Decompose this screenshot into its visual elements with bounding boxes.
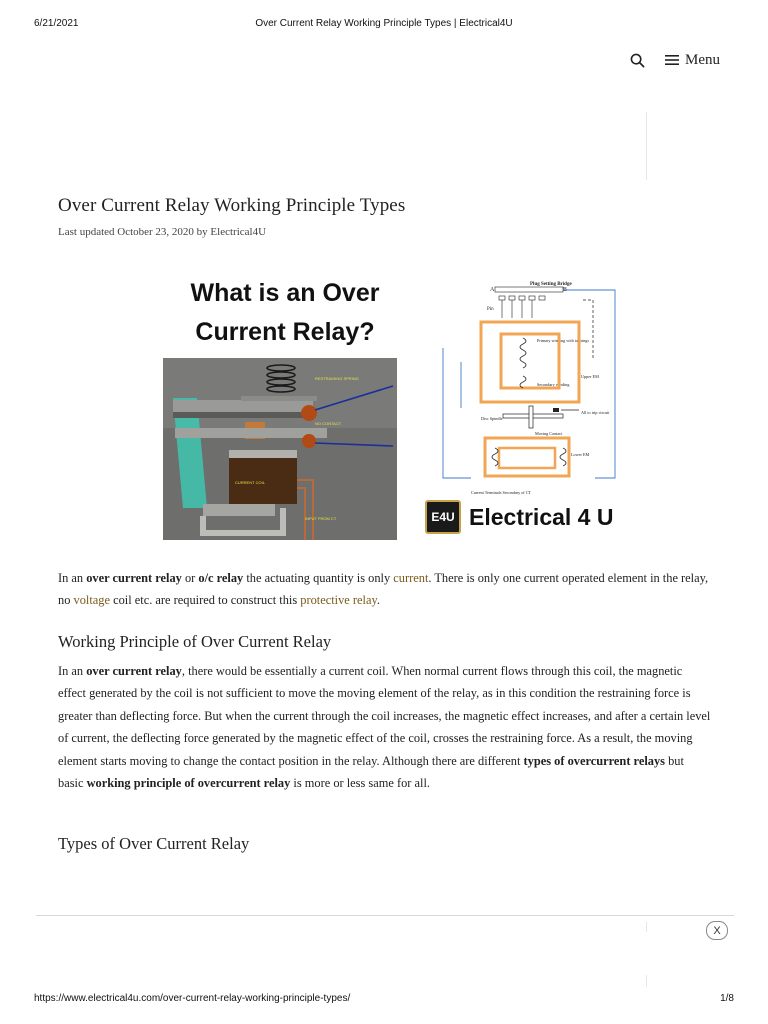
ad-bar-divider [36,915,734,916]
intro-paragraph [58,567,712,612]
text-run: , there would be essentially a current coil. When normal current flows through this coil, the magnetic effect generated by the coil is not sufficient to move the moving element of the relay, as in this condition the restraining force is greater than deflecting force. But when the current through the coil increases, the magnetic effect increases, and after a certain level of current, the deflecting force generated by the magnetic effect of the coil, crosses the restraining force. As a result, the moving element starts moving to change the contact position in the relay. Although there are different [58,664,711,768]
term-types-of-overcurrent-relays: types of overcurrent relays [523,753,665,768]
electrical4u-logo [425,500,613,534]
link-voltage[interactable]: voltage [73,593,110,608]
close-ad-button[interactable]: X [706,921,728,940]
render-label-spring: RESTRAINING SPRING [315,376,359,381]
menu-label: Menu [685,51,720,68]
term-oc-relay: o/c relay [198,571,244,585]
text-run: or [181,571,199,585]
article-header [58,195,708,238]
print-document-title: Over Current Relay Working Principle Types | Electrical4U [255,18,513,29]
divider [646,112,647,180]
article-meta: Last updated October 23, 2020 by Electrical4U [58,226,267,238]
section-heading-types: Types of Over Current Relay [58,834,250,853]
schematic-label-moving: Moving Contact [535,431,563,436]
text-run: . [376,593,380,608]
divider [646,975,647,987]
schematic-label-disc: Disc Spindle [481,416,503,421]
text-run: is more or less same for all. [290,776,431,791]
schematic-label-primary: Primary winding with tappings [537,338,589,343]
schematic-label-upper: Upper EM [581,374,599,379]
link-current[interactable]: current [393,571,429,585]
hamburger-icon [665,54,679,66]
term-working-principle: working principle of overcurrent relay [86,776,291,791]
render-label-contact: NO CONTACT [315,421,342,426]
page-indicator: 1/8 [720,993,734,1004]
page-title: Over Current Relay Working Principle Types [58,195,406,216]
link-protective-relay[interactable]: protective relay [300,593,377,608]
print-date: 6/21/2021 [34,18,79,29]
working-principle-paragraph [58,660,712,794]
schematic-label-trip: All to trip circuit [581,410,610,415]
term-over-current-relay: over current relay [86,571,182,585]
render-label-input: INPUT FROM CT [305,516,337,521]
schematic-label-b: B [563,287,568,293]
print-url: https://www.electrical4u.com/over-current-relay-working-principle-types/ [34,993,351,1004]
text-run: . There is only one current operated element in the relay, no [58,571,709,608]
logo-mark: E4U [425,500,461,534]
text-run: In an [58,571,87,585]
render-label-coil: CURRENT COIL [235,480,265,485]
schematic-label-lower: Lower EM [571,452,590,457]
schematic-label-secondary: Secondary winding [537,382,570,387]
menu-button[interactable] [665,52,720,69]
schematic-label-plug-bridge: Plug Setting Bridge [530,282,572,287]
search-icon [630,53,645,68]
site-nav [627,50,720,70]
schematic-label-a: A [490,287,495,293]
text-run: the actuating quantity is only [243,571,394,585]
term-over-current-relay: over current relay [86,664,182,678]
logo-text: Electrical 4 U [469,503,614,530]
text-run: but basic [58,753,684,791]
hero-heading: What is an Over Current Relay? [190,279,380,346]
section-heading-working-principle: Working Principle of Over Current Relay [58,632,332,651]
search-button[interactable] [627,50,647,70]
schematic-label-terminals: Current Terminals Secondary of CT [471,490,532,495]
relay-3d-render [163,358,397,540]
hero-image [163,270,635,542]
text-run: In an [58,664,87,678]
schematic-label-pin: Pin [487,307,494,312]
text-run: coil etc. are required to construct this [109,593,301,608]
relay-schematic-diagram [435,278,625,500]
divider [646,922,647,932]
